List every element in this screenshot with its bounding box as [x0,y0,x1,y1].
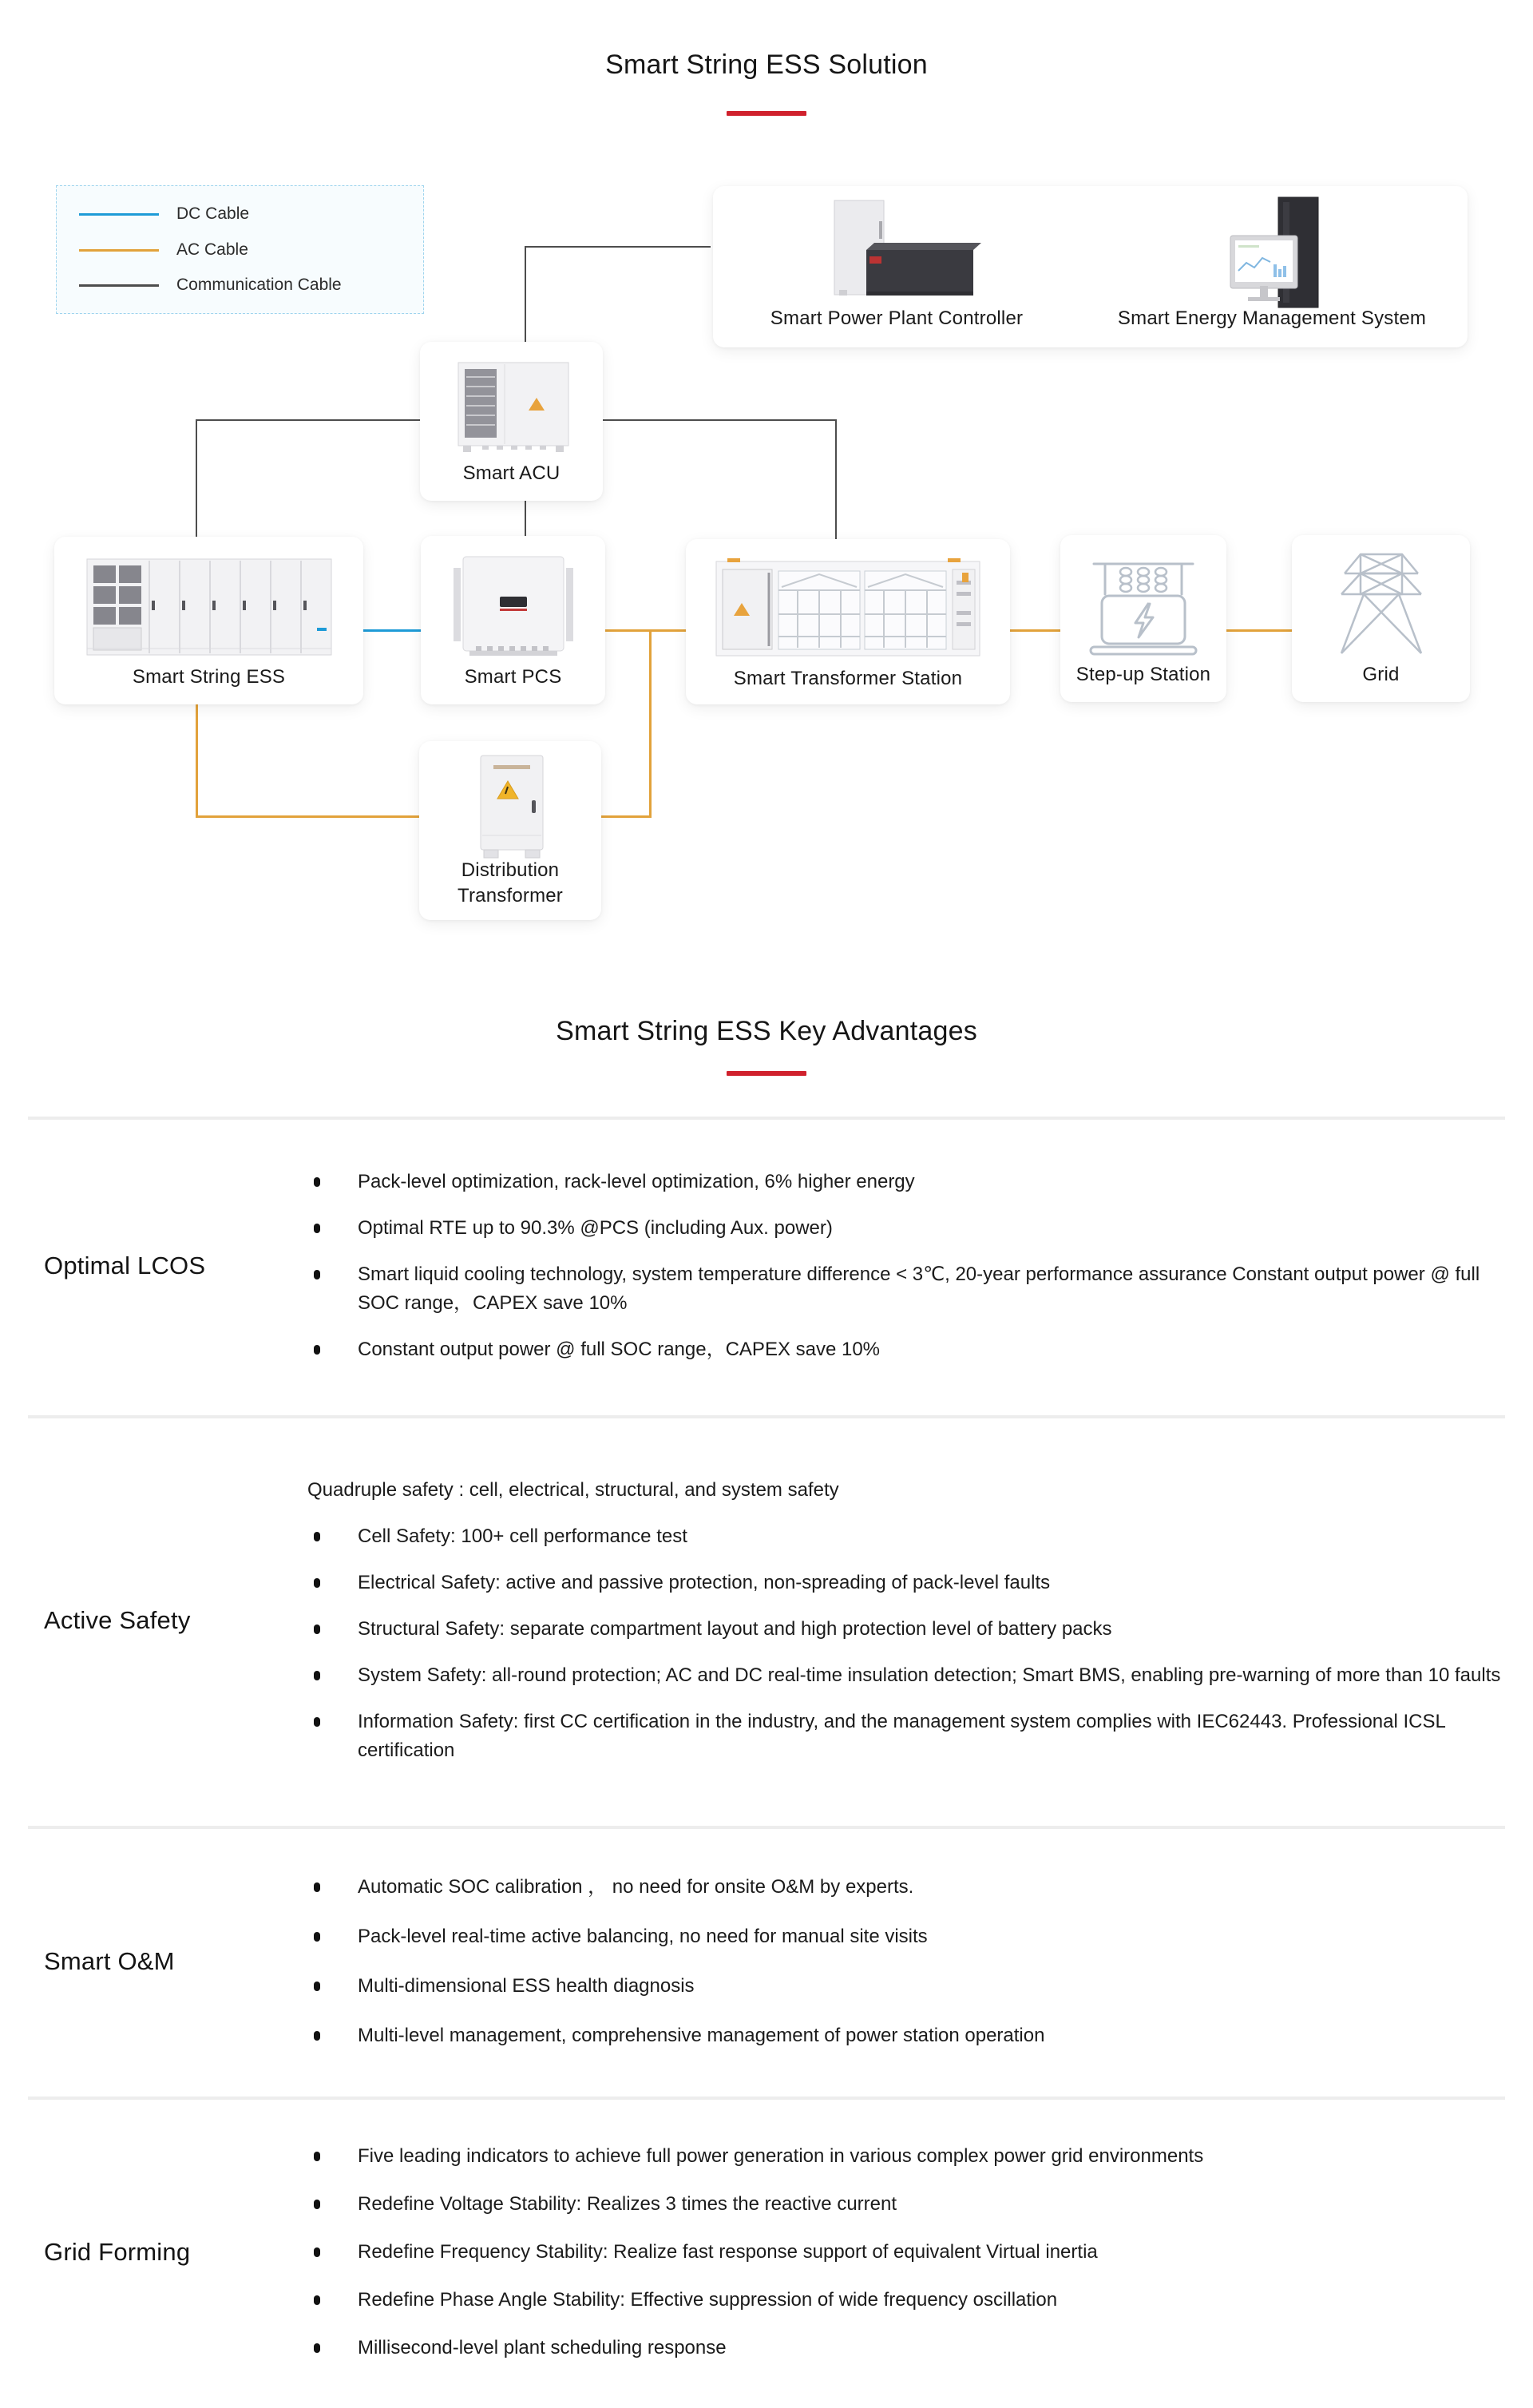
comm-cable-line [525,246,711,248]
node-caption: Smart Power Plant Controller [770,307,1024,329]
node-caption: Smart PCS [464,666,562,688]
bullet-item [307,1214,1511,1243]
legend-item-ac [57,242,423,258]
bullet-item [307,1569,1511,1597]
smart-string-ess-illustration [54,554,363,661]
smart-transformer-station-illustration [686,553,1010,662]
ac-cable-line [649,629,652,818]
bullet-dot [314,1625,320,1634]
bullet-dot [314,1270,320,1279]
section-bullets [307,1117,1511,1415]
node-caption: Distribution [461,859,560,881]
grid-pylon-icon [1292,546,1470,658]
bullet-dot [314,1671,320,1680]
comm-cable-line [525,501,526,538]
bullet-text: Smart liquid cooling technology, system temperature difference < 3℃, 20-year performance assurance Constant output power @ full SOC range，CAPEX save 10% [358,1264,1480,1314]
node-caption: Smart String ESS [132,666,286,688]
solution-title: Smart String ESS Solution [605,50,928,80]
bullet-item [307,1522,1511,1551]
node-caption: Smart Transformer Station [733,668,963,689]
smart-pcs-card [421,536,605,704]
smart-transformer-station-card [686,539,1010,704]
energy-management-system-illustration [1104,194,1440,314]
ac-cable-line [196,704,198,818]
node-caption: Smart ACU [462,462,561,484]
bullet-text: Information Safety: first CC certification in the industry, and the management system complies with IEC62443. Professional ICSL certification [358,1711,1445,1761]
bullet-dot [314,2152,320,2161]
bullet-dot [314,1717,320,1727]
legend-label: DC Cable [176,204,250,223]
bullet-dot [314,1532,320,1541]
legend-item-dc [57,206,423,222]
bullet-dot [314,1982,320,1991]
bullet-dot [314,2031,320,2041]
bullet-item [307,1922,1511,1951]
node-caption: Grid [1362,664,1400,685]
section-label: Smart O&M [44,1946,175,1975]
bullet-text: Structural Safety: separate compartment layout and high protection level of battery packs [358,1618,1112,1640]
bullet-text: Automatic SOC calibration ， no need for onsite O&M by experts. [358,1875,914,1898]
communication-cable-swatch [79,284,159,287]
bullet-text: Five leading indicators to achieve full power generation in various complex power grid environments [358,2145,1204,2167]
bullet-item [307,2238,1511,2267]
ac-cable-line [1226,629,1293,632]
node-caption: Transformer [458,885,563,906]
bullet-dot [314,2247,320,2257]
comm-cable-line [196,419,197,538]
section-bullets [307,1826,1511,2097]
bullet-text: Redefine Voltage Stability: Realizes 3 times the reactive current [358,2193,897,2215]
comm-cable-line [196,419,421,421]
bullet-item [307,1972,1511,2001]
legend-item-comm [57,277,423,293]
solution-title-underline [727,111,806,116]
node-caption: Smart Energy Management System [1117,307,1427,329]
bullet-item [307,1661,1511,1690]
comm-cable-line [835,419,837,540]
bullet-dot [314,1177,320,1187]
bullet-dot [314,1932,320,1942]
smart-acu-card [420,342,603,501]
bullet-text: Constant output power @ full SOC range，CAPEX save 10% [358,1339,881,1360]
ac-cable-line [1009,629,1061,632]
node-caption: Step-up Station [1075,664,1211,685]
dc-cable-line [363,629,422,632]
bullet-text: Multi-dimensional ESS health diagnosis [358,1974,695,1997]
smart-acu-illustration [420,356,603,458]
bullet-text: Optimal RTE up to 90.3% @PCS (including Aux. power) [358,1217,833,1239]
bullet-dot [314,2295,320,2305]
bullet-item [307,1615,1511,1644]
bullet-dot [314,1224,320,1233]
grid-card [1292,535,1470,702]
distribution-transformer-card [419,741,601,920]
ac-cable-swatch [79,249,159,252]
ac-cable-line [604,629,687,632]
step-up-station-icon [1060,546,1226,658]
bullet-dot [314,2200,320,2209]
bullet-text: Electrical Safety: active and passive protection, non-spreading of pack-level faults [358,1572,1051,1593]
advantages-title-underline [727,1071,806,1076]
bullet-dot [314,1578,320,1588]
bullet-item [307,2334,1511,2362]
cable-legend [56,185,424,314]
bullet-dot [314,1882,320,1892]
bullet-item [307,1260,1511,1318]
bullet-text: System Safety: all-round protection; AC and DC real-time insulation detection; Smart BMS, enabling pre-warning of more than 10 faults [358,1664,1501,1686]
bullet-item [307,1873,1511,1902]
bullet-text: Cell Safety: 100+ cell performance test [358,1525,687,1547]
comm-cable-line [603,419,837,421]
section-smart-om [0,1826,1533,2097]
smart-string-ess-card [54,537,363,704]
section-bullets [307,1415,1511,1826]
dc-cable-swatch [79,213,159,216]
comm-cable-line [525,246,526,343]
advantages-title: Smart String ESS Key Advantages [556,1016,977,1046]
section-label: Optimal LCOS [44,1252,206,1279]
section-intro: Quadruple safety : cell, electrical, structural, and system safety [307,1479,839,1501]
bullet-dot [314,2343,320,2353]
bullet-item [307,1168,1511,1196]
legend-label: Communication Cable [176,276,342,294]
section-active-safety [0,1415,1533,1826]
bullet-text: Millisecond-level plant scheduling response [358,2337,727,2358]
bullet-item [307,1335,1511,1364]
section-label: Grid Forming [44,2238,191,2266]
bullet-text: Multi-level management, comprehensive management of power station operation [358,2024,1045,2046]
bullet-text: Pack-level optimization, rack-level optimization, 6% higher energy [358,1171,915,1192]
bullet-item [307,2286,1511,2315]
ac-cable-line [196,815,420,818]
bullet-item [307,1708,1511,1765]
legend-label: AC Cable [176,240,248,259]
section-bullets [307,2097,1511,2408]
controllers-card [713,186,1468,347]
distribution-transformer-illustration [419,752,601,864]
bullet-item [307,2142,1511,2171]
bullet-dot [314,1345,320,1355]
step-up-station-card [1060,535,1226,702]
bullet-text: Redefine Phase Angle Stability: Effective suppression of wide frequency oscillation [358,2289,1058,2311]
bullet-item [307,2021,1511,2050]
section-grid-forming [0,2097,1533,2408]
ac-cable-line [600,815,652,818]
section-label: Active Safety [44,1606,191,1634]
section-optimal-lcos [0,1117,1533,1415]
bullet-item [307,2190,1511,2219]
smart-pcs-illustration [421,550,605,662]
power-plant-controller-illustration [729,197,1064,313]
bullet-text: Redefine Frequency Stability: Realize fast response support of equivalent Virtual inertia [358,2241,1098,2263]
bullet-text: Pack-level real-time active balancing, no need for manual site visits [358,1925,928,1947]
